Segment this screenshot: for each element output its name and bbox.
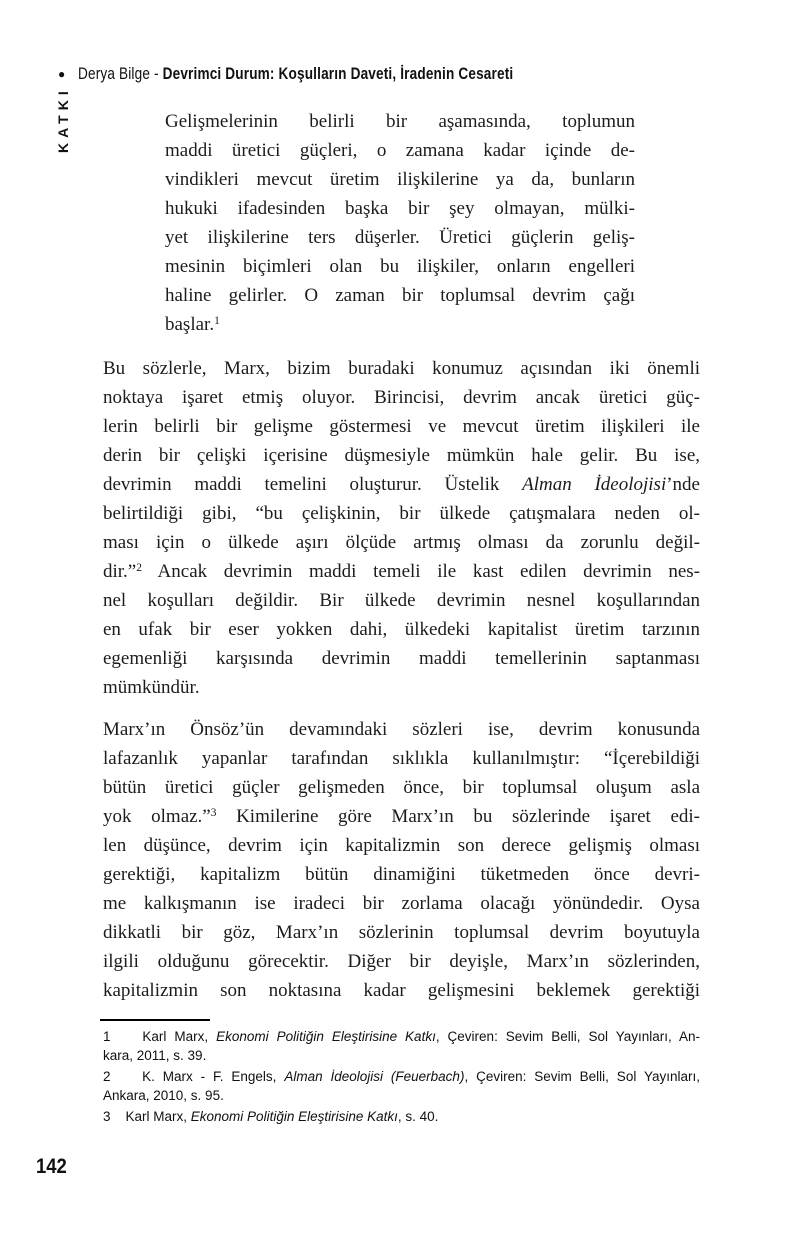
text-run: lafazanlık yapanlar tarafından sıklıkla kullanılmıştır: “İçerebildiği xyxy=(103,748,700,769)
text-run: nel koşulları değildir. Bir ülkede devrimin nesnel koşullarından xyxy=(103,590,700,611)
text-run: belirtildiği gibi, “bu çelişkinin, bir ülkede çatışmalara neden ol- xyxy=(103,503,700,524)
page-body xyxy=(103,107,700,1126)
text-run: Alman İdeolojisi xyxy=(522,474,667,495)
header-title: Devrimci Durum: Koşulların Daveti, İradenin Cesareti xyxy=(162,64,514,83)
text-line xyxy=(103,644,700,673)
text-run: noktaya işaret etmiş oluyor. Birincisi, devrim ancak üretici güç- xyxy=(103,387,700,408)
text-line xyxy=(103,1107,700,1126)
footnote-separator xyxy=(100,1019,210,1021)
text-run: devrimin maddi temelini oluşturur. Üstelik xyxy=(103,474,523,495)
text-run: 3 Karl Marx, xyxy=(103,1109,191,1124)
page-number: 142 xyxy=(36,1155,67,1178)
text-run: Bu sözlerle, Marx, bizim buradaki konumuz açısından iki önemli xyxy=(103,358,700,379)
block-quote xyxy=(165,107,635,339)
text-run: Alman İdeolojisi (Feuerbach) xyxy=(284,1069,465,1084)
header-text xyxy=(78,64,513,84)
text-line xyxy=(165,165,635,194)
text-line xyxy=(103,715,700,744)
text-line xyxy=(103,802,700,831)
text-line xyxy=(103,383,700,412)
text-line xyxy=(165,136,635,165)
text-line xyxy=(103,528,700,557)
text-line xyxy=(165,107,635,136)
text-line xyxy=(165,310,635,339)
text-run: hukuki ifadesinden başka bir şey olmayan, mülki- xyxy=(165,198,635,219)
footnote-2 xyxy=(103,1067,700,1105)
text-run: Marx’ın Önsöz’ün devamındaki sözleri ise, devrim konusunda xyxy=(103,719,700,740)
text-line xyxy=(103,831,700,860)
footnote-marker: 1 xyxy=(214,315,220,328)
text-run: dikkatli bir göz, Marx’ın sözlerinin toplumsal devrim boyutuyla xyxy=(103,922,700,943)
text-run: yet ilişkilerine ters düşerler. Üretici güçlerin geliş- xyxy=(165,227,635,248)
text-line xyxy=(103,557,700,586)
text-run: bütün üretici güçler gelişmeden önce, bir toplumsal oluşum asla xyxy=(103,777,700,798)
text-run: maddi üretici güçleri, o zamana kadar içinde de- xyxy=(165,140,635,161)
text-run: ması için o ülkede aşırı ölçüde artmış olması da zorunlu değil- xyxy=(103,532,700,553)
text-run: , Çeviren: Sevim Belli, Sol Yayınları, An- xyxy=(435,1029,700,1044)
page-header xyxy=(58,64,622,84)
footnote-marker: 2 xyxy=(136,562,142,575)
text-line xyxy=(103,1046,700,1065)
text-line xyxy=(103,354,700,383)
text-run: kapitalizmin son noktasına kadar gelişmesini beklemek gerektiği xyxy=(103,980,700,1001)
text-run: egemenliği karşısında devrimin maddi temellerinin saptanması xyxy=(103,648,700,669)
text-line xyxy=(165,281,635,310)
text-run: Kimilerine göre Marx’ın bu sözlerinde işaret edi- xyxy=(216,806,701,827)
text-run: Ekonomi Politiğin Eleştirisine Katkı xyxy=(216,1029,436,1044)
text-run: haline gelirler. O zaman bir toplumsal devrim çağı xyxy=(165,285,635,306)
text-line xyxy=(165,194,635,223)
text-run: , s. 40. xyxy=(397,1109,439,1124)
footnote-3 xyxy=(103,1107,700,1126)
text-line xyxy=(103,918,700,947)
text-line xyxy=(103,947,700,976)
text-run: 2 K. Marx - F. Engels, xyxy=(103,1069,285,1084)
text-run: en ufak bir eser yokken dahi, ülkedeki kapitalist üretim tarzının xyxy=(103,619,700,640)
text-run: Ankara, 2010, s. 95. xyxy=(103,1088,224,1103)
text-run: Ancak devrimin maddi temeli ile kast edilen devrimin nes- xyxy=(141,561,700,582)
text-run: lerin belirli bir gelişme göstermesi ve mevcut üretim ilişkileri ile xyxy=(103,416,700,437)
text-line xyxy=(165,252,635,281)
text-line xyxy=(103,499,700,528)
text-run: mesinin biçimleri olan bu ilişkiler, onların engelleri xyxy=(165,256,635,277)
text-run: vindikleri mevcut üretim ilişkilerine ya da, bunların xyxy=(165,169,635,190)
text-run: başlar. xyxy=(165,314,215,335)
text-run: mümkündür. xyxy=(103,677,200,698)
header-author: Derya Bilge - xyxy=(78,64,163,83)
sidebar-vertical-label: KATKI xyxy=(55,86,71,153)
text-line xyxy=(103,586,700,615)
text-line xyxy=(103,1086,700,1105)
text-line xyxy=(103,412,700,441)
text-line xyxy=(103,889,700,918)
text-line xyxy=(103,744,700,773)
text-line xyxy=(103,773,700,802)
text-line xyxy=(103,860,700,889)
text-line xyxy=(103,470,700,499)
text-run: Ekonomi Politiğin Eleştirisine Katkı xyxy=(190,1109,398,1124)
text-run: ilgili olduğunu görecektir. Diğer bir deyişle, Marx’ın sözlerinden, xyxy=(103,951,700,972)
text-run: , Çeviren: Sevim Belli, Sol Yayınları, xyxy=(464,1069,700,1084)
footnotes-section xyxy=(103,1027,700,1126)
text-run: me kalkışmanın ise iradeci bir zorlama olacağı yönündedir. Oysa xyxy=(103,893,700,914)
text-run: ’nde xyxy=(666,474,700,495)
text-line xyxy=(103,1027,700,1046)
text-run: gerektiği, kapitalizm bütün dinamiğini tüketmeden önce devri- xyxy=(103,864,700,885)
text-run: 1 Karl Marx, xyxy=(103,1029,217,1044)
bullet-icon: ● xyxy=(58,67,66,81)
text-line xyxy=(103,1067,700,1086)
text-line xyxy=(103,673,700,702)
text-line xyxy=(103,615,700,644)
text-line xyxy=(103,441,700,470)
text-line xyxy=(103,976,700,1005)
text-run: yok olmaz.” xyxy=(103,806,211,827)
footnote-1 xyxy=(103,1027,700,1065)
text-run: kara, 2011, s. 39. xyxy=(103,1048,207,1063)
text-run: Gelişmelerinin belirli bir aşamasında, toplumun xyxy=(165,111,635,132)
text-run: dir.” xyxy=(103,561,137,582)
text-run: len düşünce, devrim için kapitalizmin son derece gelişmiş olması xyxy=(103,835,700,856)
footnote-marker: 3 xyxy=(210,807,217,820)
body-paragraph-1 xyxy=(103,354,700,702)
body-paragraph-2 xyxy=(103,715,700,1005)
text-line xyxy=(165,223,635,252)
text-run: derin bir çelişki içerisine düşmesiyle mümkün hale gelir. Bu ise, xyxy=(103,445,700,466)
